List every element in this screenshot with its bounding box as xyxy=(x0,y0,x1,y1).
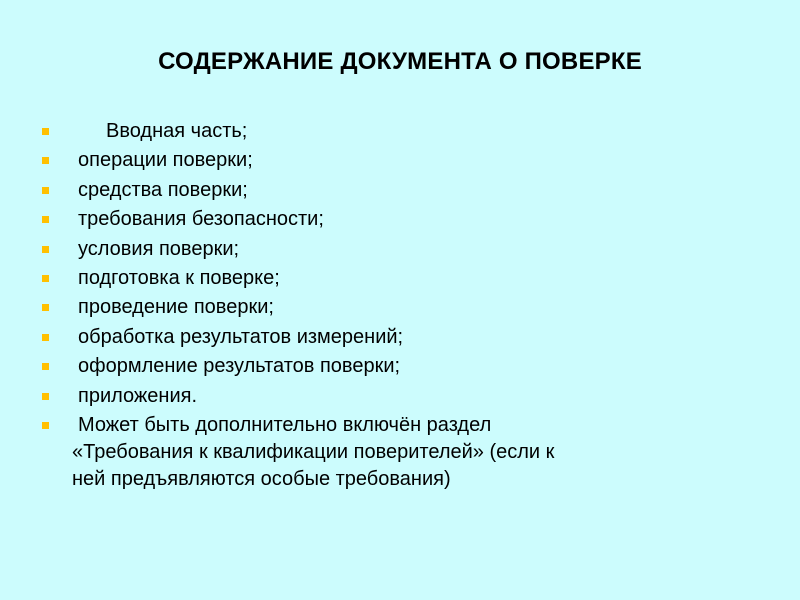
square-bullet-icon xyxy=(42,422,49,429)
list-item-text: условия поверки; xyxy=(78,237,240,260)
list-item xyxy=(42,118,762,145)
bullet-list xyxy=(42,118,762,495)
square-bullet-icon xyxy=(42,304,49,311)
list-item xyxy=(42,353,762,380)
list-item xyxy=(42,294,762,321)
list-item-text: обработка результатов измерений; xyxy=(78,325,404,348)
list-item xyxy=(42,236,762,263)
list-item-text: подготовка к поверке; xyxy=(78,266,280,289)
list-item xyxy=(42,147,762,174)
square-bullet-icon xyxy=(42,246,49,253)
list-item-text: Вводная часть; xyxy=(106,120,248,142)
list-item xyxy=(42,383,762,410)
list-item xyxy=(42,265,762,292)
square-bullet-icon xyxy=(42,363,49,370)
square-bullet-icon xyxy=(42,393,49,400)
square-bullet-icon xyxy=(42,334,49,341)
square-bullet-icon xyxy=(42,275,49,282)
square-bullet-icon xyxy=(42,216,49,223)
list-item-text: проведение поверки; xyxy=(78,296,274,319)
list-item xyxy=(42,324,762,351)
list-item xyxy=(42,177,762,204)
list-item-text: операции поверки; xyxy=(78,149,253,172)
square-bullet-icon xyxy=(42,187,49,194)
list-item-text: Может быть дополнительно включён раздел xyxy=(78,413,492,436)
list-item-text: требования безопасности; xyxy=(78,208,324,231)
square-bullet-icon xyxy=(42,128,49,135)
list-item-text: оформление результатов поверки; xyxy=(78,355,401,378)
list-item-text: приложения. xyxy=(78,384,198,407)
list-item-text: средства поверки; xyxy=(78,178,248,201)
page-title: СОДЕРЖАНИЕ ДОКУМЕНТА О ПОВЕРКЕ xyxy=(158,48,642,75)
square-bullet-icon xyxy=(42,157,49,164)
list-item-qualification-note xyxy=(42,412,758,493)
list-item-text-continuation: «Требования к квалификации поверителей» (если к xyxy=(72,440,555,463)
list-item xyxy=(42,206,762,233)
list-item-text-continuation: ней предъявляются особые требования) xyxy=(72,467,451,490)
